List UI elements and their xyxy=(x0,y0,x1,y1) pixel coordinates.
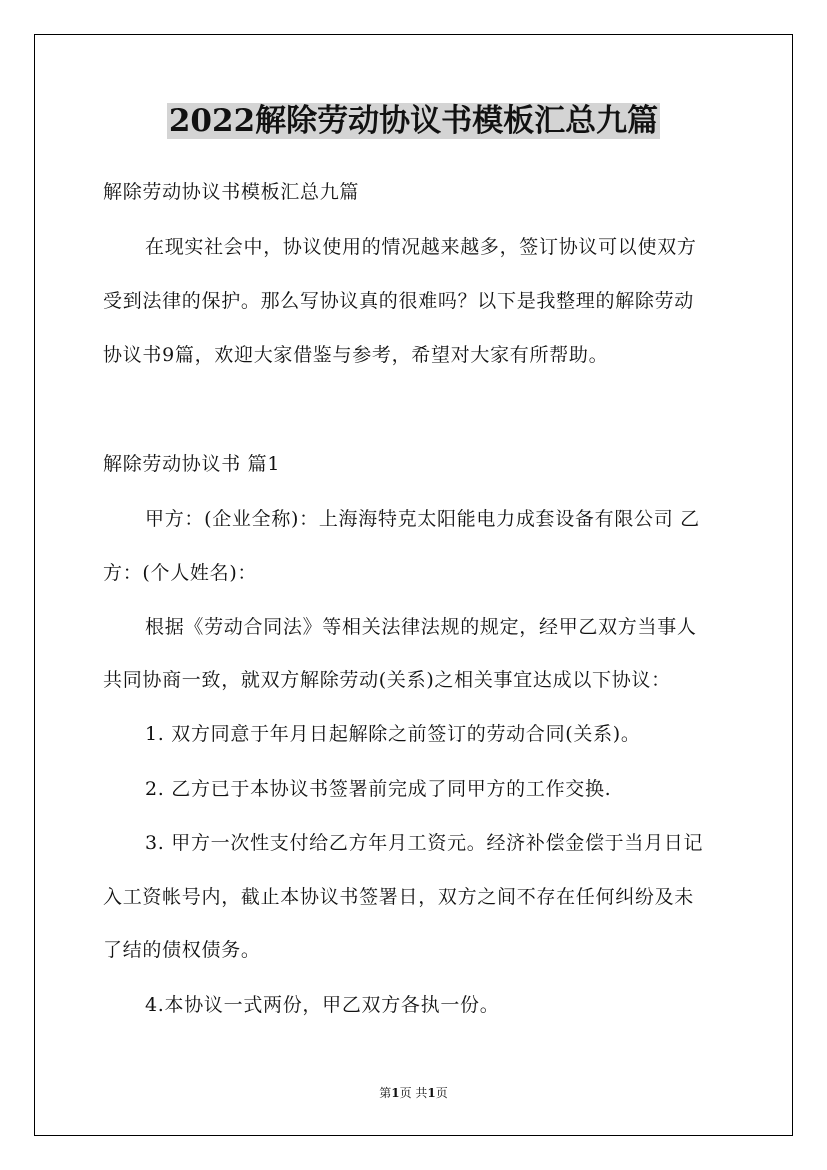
document-subtitle: 解除劳动协议书模板汇总九篇 xyxy=(103,181,360,203)
party-line-1: 甲方：(企业全称)：上海海特克太阳能电力成套设备有限公司 乙 xyxy=(145,508,700,530)
clause-1: 1. 双方同意于年月日起解除之前签订的劳动合同(关系)。 xyxy=(145,723,641,745)
document-title xyxy=(0,98,827,144)
footer-total-pages: 1 xyxy=(427,1086,436,1100)
basis-line-2: 共同协商一致，就双方解除劳动(关系)之相关事宜达成以下协议： xyxy=(103,669,671,691)
clause-4: 4.本协议一式两份，甲乙双方各执一份。 xyxy=(145,994,500,1016)
intro-line-3: 协议书9篇，欢迎大家借鉴与参考，希望对大家有所帮助。 xyxy=(103,344,609,366)
footer-suffix: 页 xyxy=(435,1086,448,1100)
footer-mid: 页 共 xyxy=(399,1086,428,1100)
intro-line-1: 在现实社会中，协议使用的情况越来越多，签订协议可以使双方 xyxy=(145,236,697,258)
clause-3-line-3: 了结的债权债务。 xyxy=(103,939,261,961)
page-footer xyxy=(0,1084,827,1101)
footer-page-number: 1 xyxy=(391,1086,400,1100)
clause-3-line-2: 入工资帐号内，截止本协议书签署日，双方之间不存在任何纠纷及未 xyxy=(103,886,695,908)
basis-line-1: 根据《劳动合同法》等相关法律法规的规定，经甲乙双方当事人 xyxy=(145,616,697,638)
footer-prefix: 第 xyxy=(379,1086,392,1100)
clause-3-line-1: 3. 甲方一次性支付给乙方年月工资元。经济补偿金偿于当月日记 xyxy=(145,832,704,854)
section-heading: 解除劳动协议书 篇1 xyxy=(103,453,281,475)
document-title-text: 2022解除劳动协议书模板汇总九篇 xyxy=(168,103,659,139)
intro-line-2: 受到法律的保护。那么写协议真的很难吗？以下是我整理的解除劳动 xyxy=(103,290,695,312)
clause-2: 2. 乙方已于本协议书签署前完成了同甲方的工作交换. xyxy=(145,778,612,800)
party-line-2: 方：(个人姓名)： xyxy=(103,562,258,584)
